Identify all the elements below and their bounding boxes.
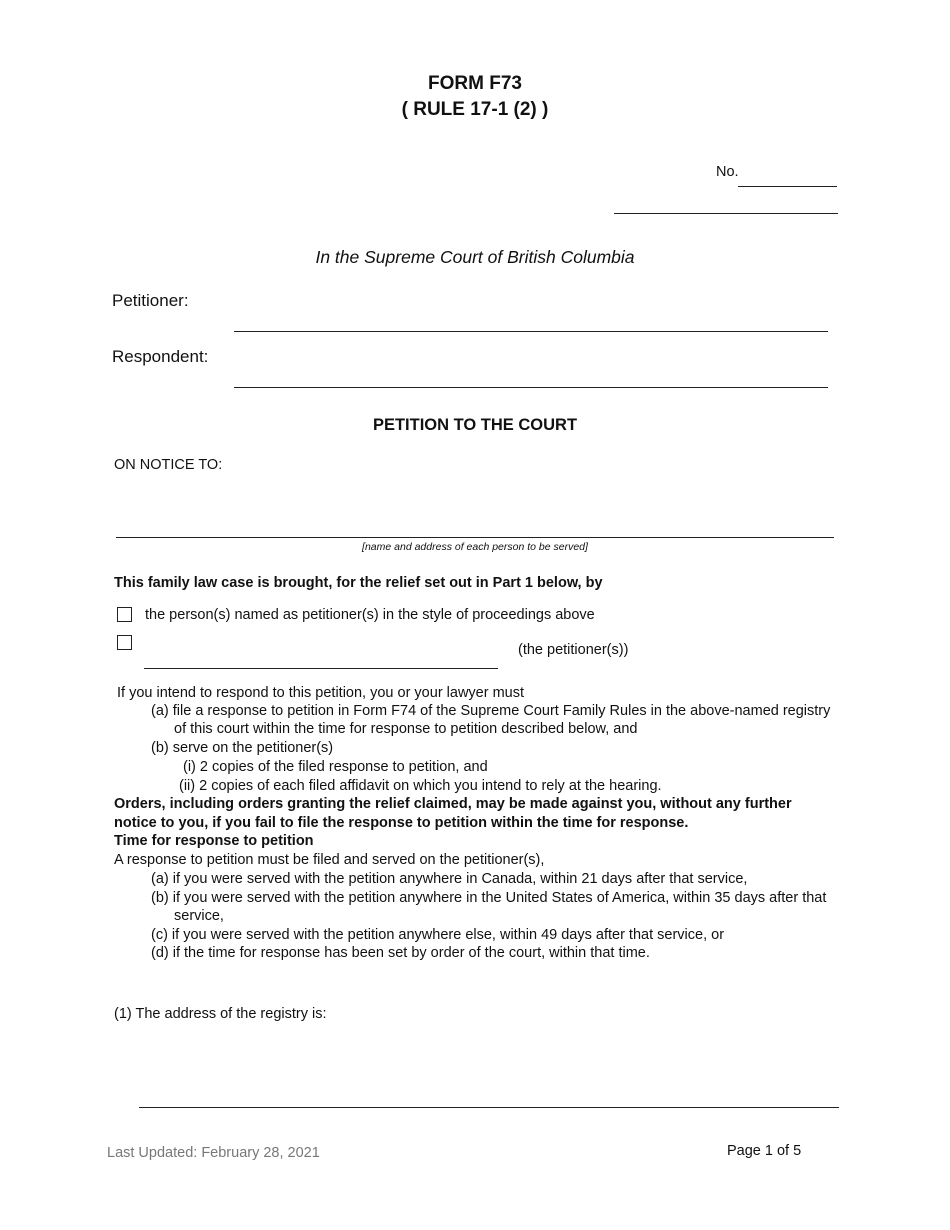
notice-label: ON NOTICE TO:	[114, 457, 223, 473]
instruction-b-i: (i) 2 copies of the filed response to petition, and	[183, 759, 488, 775]
document-title: PETITION TO THE COURT	[372, 416, 578, 434]
instruction-b: (b) serve on the petitioner(s)	[151, 740, 334, 756]
time-for-response-intro: A response to petition must be filed and served on the petitioner(s),	[114, 852, 545, 868]
instruction-b-ii: (ii) 2 copies of each filed affidavit on which you intend to rely at the hearing.	[179, 778, 662, 794]
time-option-b-line2: service,	[174, 908, 224, 924]
instruction-a-line1: (a) file a response to petition in Form F74 of the Supreme Court Family Rules in the above-named registry	[151, 703, 831, 719]
page-number: Page 1 of 5	[727, 1143, 802, 1159]
file-number-label: No.	[716, 164, 739, 180]
notice-caption: [name and address of each person to be served]	[362, 541, 588, 553]
petitioner-label: Petitioner:	[112, 291, 189, 310]
form-title: FORM F73	[428, 73, 522, 94]
option-other-petitioner-checkbox[interactable]	[117, 635, 132, 650]
file-number-field[interactable]	[738, 186, 837, 187]
time-for-response-heading: Time for response to petition	[114, 833, 314, 849]
respondent-label: Respondent:	[112, 347, 209, 366]
respond-intro: If you intend to respond to this petition, you or your lawyer must	[117, 685, 525, 701]
court-name: In the Supreme Court of British Columbia	[315, 247, 635, 267]
other-petitioner-suffix: (the petitioner(s))	[518, 642, 629, 658]
warning-line1: Orders, including orders granting the relief claimed, may be made against you, without any further	[114, 796, 792, 812]
instruction-a-line2: of this court within the time for response to petition described below, and	[174, 721, 638, 737]
other-petitioner-field[interactable]	[144, 668, 498, 669]
respondent-field[interactable]	[234, 387, 828, 388]
time-option-b-line1: (b) if you were served with the petition anywhere in the United States of America, within 35 days after that	[151, 890, 827, 906]
option-named-petitioners-label: the person(s) named as petitioner(s) in the style of proceedings above	[145, 607, 595, 623]
brought-by-heading: This family law case is brought, for the relief set out in Part 1 below, by	[114, 575, 603, 591]
registry-address-label: (1) The address of the registry is:	[114, 1006, 327, 1022]
last-updated: Last Updated: February 28, 2021	[107, 1145, 320, 1161]
registry-field[interactable]	[614, 213, 838, 214]
time-option-c: (c) if you were served with the petition anywhere else, within 49 days after that service, or	[151, 927, 725, 943]
registry-address-field[interactable]	[139, 1107, 839, 1108]
notice-field[interactable]	[116, 537, 834, 538]
time-option-d: (d) if the time for response has been set by order of the court, within that time.	[151, 945, 650, 961]
time-option-a: (a) if you were served with the petition anywhere in Canada, within 21 days after that service,	[151, 871, 748, 887]
rule-reference: ( RULE 17-1 (2) )	[401, 99, 549, 120]
warning-line2: notice to you, if you fail to file the response to petition within the time for response.	[114, 815, 689, 831]
petitioner-field[interactable]	[234, 331, 828, 332]
option-named-petitioners-checkbox[interactable]	[117, 607, 132, 622]
